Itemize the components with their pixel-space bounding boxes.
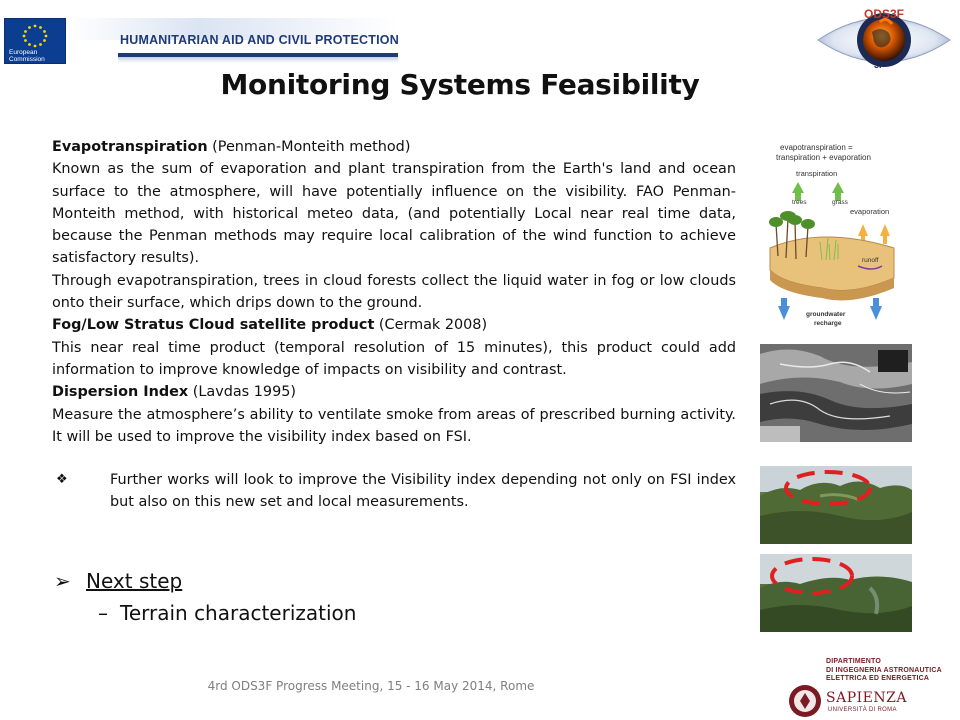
department-line-2: DI INGEGNERIA ASTRONAUTICA	[826, 666, 942, 674]
disp-heading: Dispersion Index	[52, 384, 189, 401]
dg-header	[68, 18, 398, 64]
evapo-paragraph-2: Through evapotranspiration, trees in cloud forests collect the liquid water in fog or low clouds onto their surface, which drips down to the ground.	[52, 272, 736, 312]
sapienza-logo	[786, 652, 946, 716]
terrain-photo-2	[760, 554, 912, 632]
disp-paragraph: Measure the atmosphere’s ability to ventilate smoke from areas of prescribed burning activity. It will be used to improve the visibility index based on FSI.	[52, 406, 736, 445]
evapotranspiration-diagram	[762, 138, 898, 334]
project-logo-text: ODS3F	[864, 7, 905, 21]
fog-heading: Fog/Low Stratus Cloud satellite product	[52, 317, 375, 334]
ods3f-eye-logo	[814, 2, 954, 74]
header-shadow	[118, 57, 398, 63]
fog-heading-line	[52, 314, 736, 336]
further-works-text: Further works will look to improve the Visibility index depending not only on FSI index but also on this new set and local measurements.	[110, 472, 736, 511]
university-subname: UNIVERSITÀ DI ROMA	[828, 707, 897, 713]
figure-title-1: evapotranspiration =	[780, 143, 853, 152]
department-line-3: ELETTRICA ED ENERGETICA	[826, 675, 930, 682]
arrow-bullet-icon: ➢	[54, 569, 71, 593]
svg-text:3F: 3F	[874, 60, 885, 70]
eu-commission-logo	[4, 18, 66, 64]
fog-paragraph: This near real time product (temporal resolution of 15 minutes), this product could add information to improve knowledge of impacts on visibility and contrast.	[52, 339, 736, 378]
evapo-heading: Evapotranspiration	[52, 139, 208, 155]
sapienza-seal-icon	[788, 684, 822, 718]
eu-label: European Commission	[9, 49, 45, 63]
figure-transpiration: transpiration	[796, 169, 838, 178]
figure-groundwater-1: groundwater	[806, 311, 846, 318]
evapo-heading-line	[52, 136, 736, 158]
fog-satellite-image	[760, 344, 912, 442]
disp-heading-line	[52, 381, 736, 403]
figure-evaporation: evaporation	[850, 207, 890, 216]
figure-title-2: transpiration + evaporation	[776, 153, 871, 162]
further-works-bullet	[52, 469, 736, 514]
terrain-sub-item	[98, 601, 356, 625]
figure-grass: grass	[832, 199, 848, 206]
university-name: SAPIENZA	[826, 690, 907, 706]
terrain-text: Terrain characterization	[120, 601, 357, 625]
next-step-item	[54, 569, 182, 593]
disp-ref: (Lavdas 1995)	[188, 384, 296, 401]
terrain-photo-1	[760, 466, 912, 544]
footer-meeting: 4rd ODS3F Progress Meeting, 15 - 16 May 2014, Rome	[207, 679, 535, 693]
next-step-link[interactable]: Next step	[86, 569, 183, 593]
evapo-paragraph-1: Known as the sum of evaporation and plant transpiration from the Earth's land and ocean surface to the atmosphere, will have potentially influence on the visibility. FAO Penman-Monteith method, with historical meteo data, (and potentially Local near real time data, because the Penman methods may require local calibration of the wind function to achieve satisfactory results).	[52, 161, 736, 267]
diamond-bullet-icon: ❖	[56, 472, 68, 488]
figure-groundwater-2: recharge	[814, 320, 842, 327]
dg-title: HUMANITARIAN AID AND CIVIL PROTECTION	[120, 33, 399, 47]
department-name	[826, 658, 942, 684]
fog-ref: (Cermak 2008)	[374, 317, 488, 334]
eu-stars-icon	[19, 23, 51, 49]
figure-runoff: runoff	[862, 257, 879, 264]
figure-trees: trees	[792, 199, 807, 206]
dash-bullet: –	[98, 601, 108, 625]
slide-title: Monitoring Systems Feasibility	[220, 68, 700, 101]
slide-body	[52, 136, 736, 514]
department-line-1: DIPARTIMENTO	[826, 658, 882, 665]
evapo-method: (Penman-Monteith method)	[207, 139, 411, 155]
